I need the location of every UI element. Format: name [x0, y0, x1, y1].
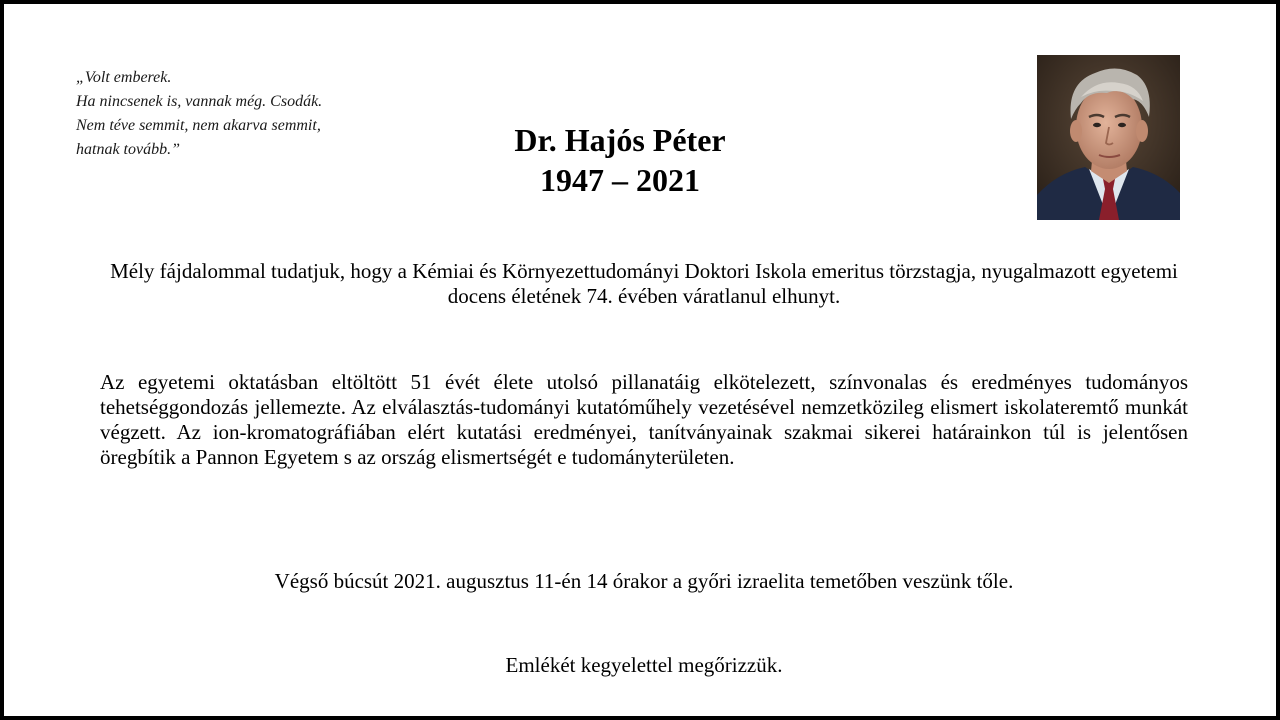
career-paragraph: Az egyetemi oktatásban eltöltött 51 évét élete utolsó pillanatáig elkötelezett, színvonalas és eredményes tudományos tehetséggondozás jellemezte. Az elválasztás-tudományi kutatóműhely vezetésével nemzetközileg elismert iskolateremtő munkát végzett. Az ion-kromatográfiában elért kutatási eredményei, tanítványainak szakmai sikerei határainkon túl is jelentősen öregbítik a Pannon Egyetem s az ország elismertségét e tudományterületen. — [100, 370, 1188, 469]
quote-line-4: hatnak tovább.” — [76, 141, 180, 158]
person-name: Dr. Hajós Péter — [514, 122, 726, 158]
quote-line-3: Nem téve semmit, nem akarva semmit, — [76, 117, 321, 134]
quote-line-2: Ha nincsenek is, vannak még. Csodák. — [76, 93, 323, 110]
funeral-paragraph: Végső búcsút 2021. augusztus 11-én 14 órakor a győri izraelita temetőben veszünk tőle. — [274, 569, 1014, 593]
quote-line-1: „Volt emberek. — [76, 69, 172, 86]
poem-quote — [76, 66, 396, 162]
portrait-photo — [1037, 55, 1180, 220]
announcement-paragraph: Mély fájdalommal tudatjuk, hogy a Kémiai és Környezettudományi Doktori Iskola emeritus törzstagja, nyugalmazott egyetemi docens életének 74. évében váratlanul elhunyt. — [110, 259, 1178, 308]
heading — [404, 120, 836, 200]
life-years: 1947 – 2021 — [540, 162, 700, 198]
portrait-photo-icon — [1037, 55, 1180, 220]
closing-paragraph: Emlékét kegyelettel megőrizzük. — [505, 653, 783, 677]
